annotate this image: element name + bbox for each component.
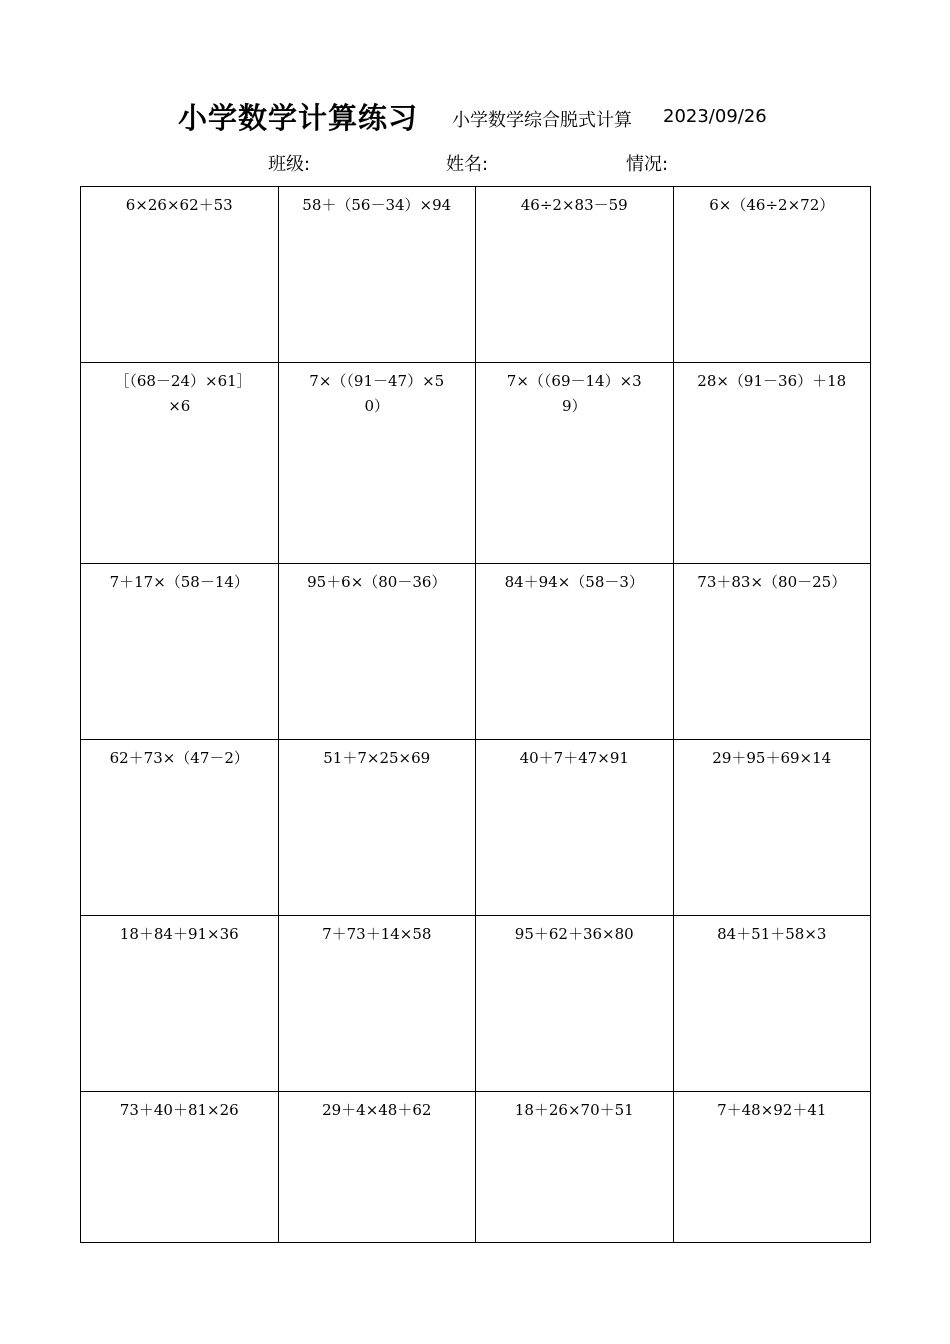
worksheet-header [0, 92, 950, 142]
problem-row [81, 916, 871, 1092]
problem-cell [673, 740, 871, 916]
problem-text: 18＋84＋91×36 [119, 925, 239, 943]
problem-text: 6×26×62＋53 [125, 196, 233, 214]
worksheet-subtitle: 小学数学综合脱式计算 [452, 110, 632, 131]
problem-row [81, 187, 871, 363]
problem-text: 62＋73×（47－2） [109, 749, 249, 767]
student-info-row [0, 150, 950, 178]
problem-cell [278, 740, 476, 916]
problem-cell [278, 363, 476, 564]
problem-text: 7×（（91－47）×50） [309, 372, 445, 415]
worksheet-title: 小学数学计算练习 [178, 101, 419, 135]
problem-cell [81, 740, 279, 916]
problem-cell [81, 363, 279, 564]
problem-text: 73＋83×（80－25） [697, 573, 847, 591]
problem-cell [278, 187, 476, 363]
problem-text: 51＋7×25×69 [323, 749, 431, 767]
problem-grid [80, 186, 871, 1243]
problem-text: 95＋62＋36×80 [514, 925, 634, 943]
problem-cell [476, 740, 674, 916]
problem-cell [81, 916, 279, 1092]
problem-text: 29＋95＋69×14 [712, 749, 832, 767]
problem-text: 58＋（56－34）×94 [302, 196, 452, 214]
problem-cell [476, 187, 674, 363]
problem-cell [81, 564, 279, 740]
problem-cell [476, 564, 674, 740]
problem-text: 7＋73＋14×58 [322, 925, 432, 943]
problem-cell [673, 187, 871, 363]
problem-text: 73＋40＋81×26 [119, 1101, 239, 1119]
worksheet-date: 2023/09/26 [663, 106, 767, 127]
problem-cell [278, 916, 476, 1092]
problem-text: 6×（46÷2×72） [709, 196, 835, 214]
problem-cell [476, 916, 674, 1092]
problem-text: 95＋6×（80－36） [307, 573, 447, 591]
status-label: 情况: [626, 154, 669, 175]
problem-cell [476, 363, 674, 564]
problem-cell [476, 1092, 674, 1243]
problem-text: 18＋26×70＋51 [514, 1101, 634, 1119]
problem-text: 29＋4×48＋62 [322, 1101, 432, 1119]
problem-text: 7＋17×（58－14） [109, 573, 249, 591]
problem-cell [673, 1092, 871, 1243]
problem-text: 84＋94×（58－3） [504, 573, 644, 591]
problem-cell [278, 564, 476, 740]
problem-text: 84＋51＋58×3 [717, 925, 827, 943]
problem-text: 7×（（69－14）×39） [506, 372, 642, 415]
problem-cell [81, 187, 279, 363]
problem-cell [81, 1092, 279, 1243]
problem-text: 46÷2×83－59 [520, 196, 628, 214]
name-label: 姓名: [446, 154, 489, 175]
problem-row [81, 363, 871, 564]
problem-cell [673, 916, 871, 1092]
problem-text: 7＋48×92＋41 [717, 1101, 827, 1119]
problem-text: ［（68－24）×61］×6 [114, 372, 245, 415]
problem-row [81, 564, 871, 740]
problem-text: 40＋7＋47×91 [519, 749, 629, 767]
class-label: 班级: [268, 154, 311, 175]
problem-cell [673, 363, 871, 564]
problem-row [81, 740, 871, 916]
problem-text: 28×（91－36）＋18 [697, 372, 847, 390]
problem-row [81, 1092, 871, 1243]
problem-cell [278, 1092, 476, 1243]
problem-cell [673, 564, 871, 740]
